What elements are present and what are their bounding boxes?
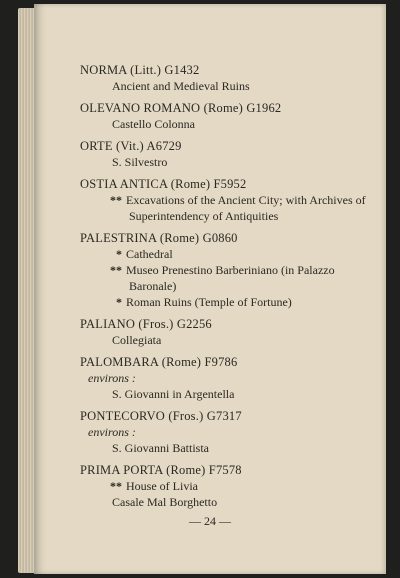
entry-olevano-romano: [80, 100, 370, 132]
entry-heading: OLEVANO ROMANO (Rome) G1962: [80, 101, 282, 115]
entry-item-text: House of Livia: [126, 479, 198, 493]
entry-prima-porta: [80, 462, 370, 510]
entry-item: [80, 478, 370, 494]
entry-ostia-antica: [80, 176, 370, 224]
book-page: [34, 4, 386, 574]
environs-label: environs :: [88, 425, 136, 439]
entry-heading: ORTE (Vit.) A6729: [80, 139, 182, 153]
entry-palombara: [80, 354, 370, 402]
entry-heading: PALIANO (Fros.) G2256: [80, 317, 212, 331]
entry-list: [80, 62, 370, 516]
rating-stars: **: [110, 479, 122, 493]
rating-stars: **: [110, 263, 122, 277]
entry-item: [80, 294, 370, 310]
entry-item: Ancient and Medieval Ruins: [112, 79, 250, 93]
entry-item-text: Cathedral: [126, 247, 173, 261]
rating-stars: *: [116, 247, 122, 261]
entry-pontecorvo: [80, 408, 370, 456]
entry-palestrina: [80, 230, 370, 310]
rating-stars: **: [110, 193, 122, 207]
rating-stars: *: [116, 295, 122, 309]
page-number: — 24 —: [189, 514, 231, 528]
environs-label: environs :: [88, 371, 136, 385]
entry-heading: NORMA (Litt.) G1432: [80, 63, 200, 77]
entry-heading: PALOMBARA (Rome) F9786: [80, 355, 238, 369]
entry-heading: PONTECORVO (Fros.) G7317: [80, 409, 242, 423]
entry-item: [80, 246, 370, 262]
entry-item-text: Excavations of the Ancient City; with Archives of Superintendency of Antiquities: [126, 193, 366, 223]
entry-norma: [80, 62, 370, 94]
entry-item: Castello Colonna: [112, 117, 195, 131]
entry-item: S. Giovanni in Argentella: [112, 387, 235, 401]
entry-item: [80, 262, 370, 294]
entry-item-text: Roman Ruins (Temple of Fortune): [126, 295, 292, 309]
entry-heading: OSTIA ANTICA (Rome) F5952: [80, 177, 247, 191]
entry-item-text: Museo Prenestino Barberiniano (in Palazzo Baronale): [126, 263, 335, 293]
entry-item: Casale Mal Borghetto: [112, 495, 218, 509]
entry-item: S. Silvestro: [112, 155, 168, 169]
entry-item: [80, 192, 370, 224]
entry-orte: [80, 138, 370, 170]
entry-item: Collegiata: [112, 333, 162, 347]
entry-heading: PALESTRINA (Rome) G0860: [80, 231, 238, 245]
entry-item: S. Giovanni Battista: [112, 441, 209, 455]
entry-paliano: [80, 316, 370, 348]
entry-heading: PRIMA PORTA (Rome) F7578: [80, 463, 242, 477]
